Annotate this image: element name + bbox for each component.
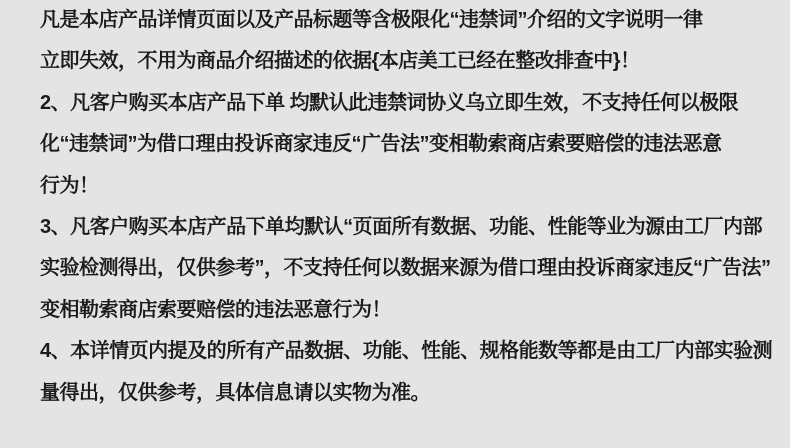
disclaimer-line: 量得出，仅供参考，具体信息请以实物为准。	[40, 381, 430, 404]
disclaimer-line: 化“违禁词”为借口理由投诉商家违反“广告法”变相勒索商店索要赔偿的违法恶意	[40, 133, 722, 156]
disclaimer-line: 变相勒索商店索要赔偿的违法恶意行为！	[40, 298, 391, 321]
disclaimer-line: 实验检测得出，仅供参考”，不支持任何以数据来源为借口理由投诉商家违反“广告法”	[40, 257, 771, 280]
disclaimer-line: 4、本详情页内提及的所有产品数据、功能、性能、规格能数等都是由工厂内部实验测	[40, 340, 773, 363]
disclaimer-line: 立即失效，不用为商品介绍描述的依据{本店美工已经在整改排查中}！	[40, 50, 640, 73]
disclaimer-line: 2、凡客户购买本店产品下单 均默认此违禁词协义乌立即生效，不支持任何以极限	[40, 91, 739, 114]
disclaimer-line: 凡是本店产品详情页面以及产品标题等含极限化“违禁词”介绍的文字说明一律	[40, 9, 703, 31]
disclaimer-line: 3、凡客户购买本店产品下单均默认“页面所有数据、功能、性能等业为源由工厂内部	[40, 216, 763, 239]
disclaimer-line: 行为！	[40, 174, 99, 197]
